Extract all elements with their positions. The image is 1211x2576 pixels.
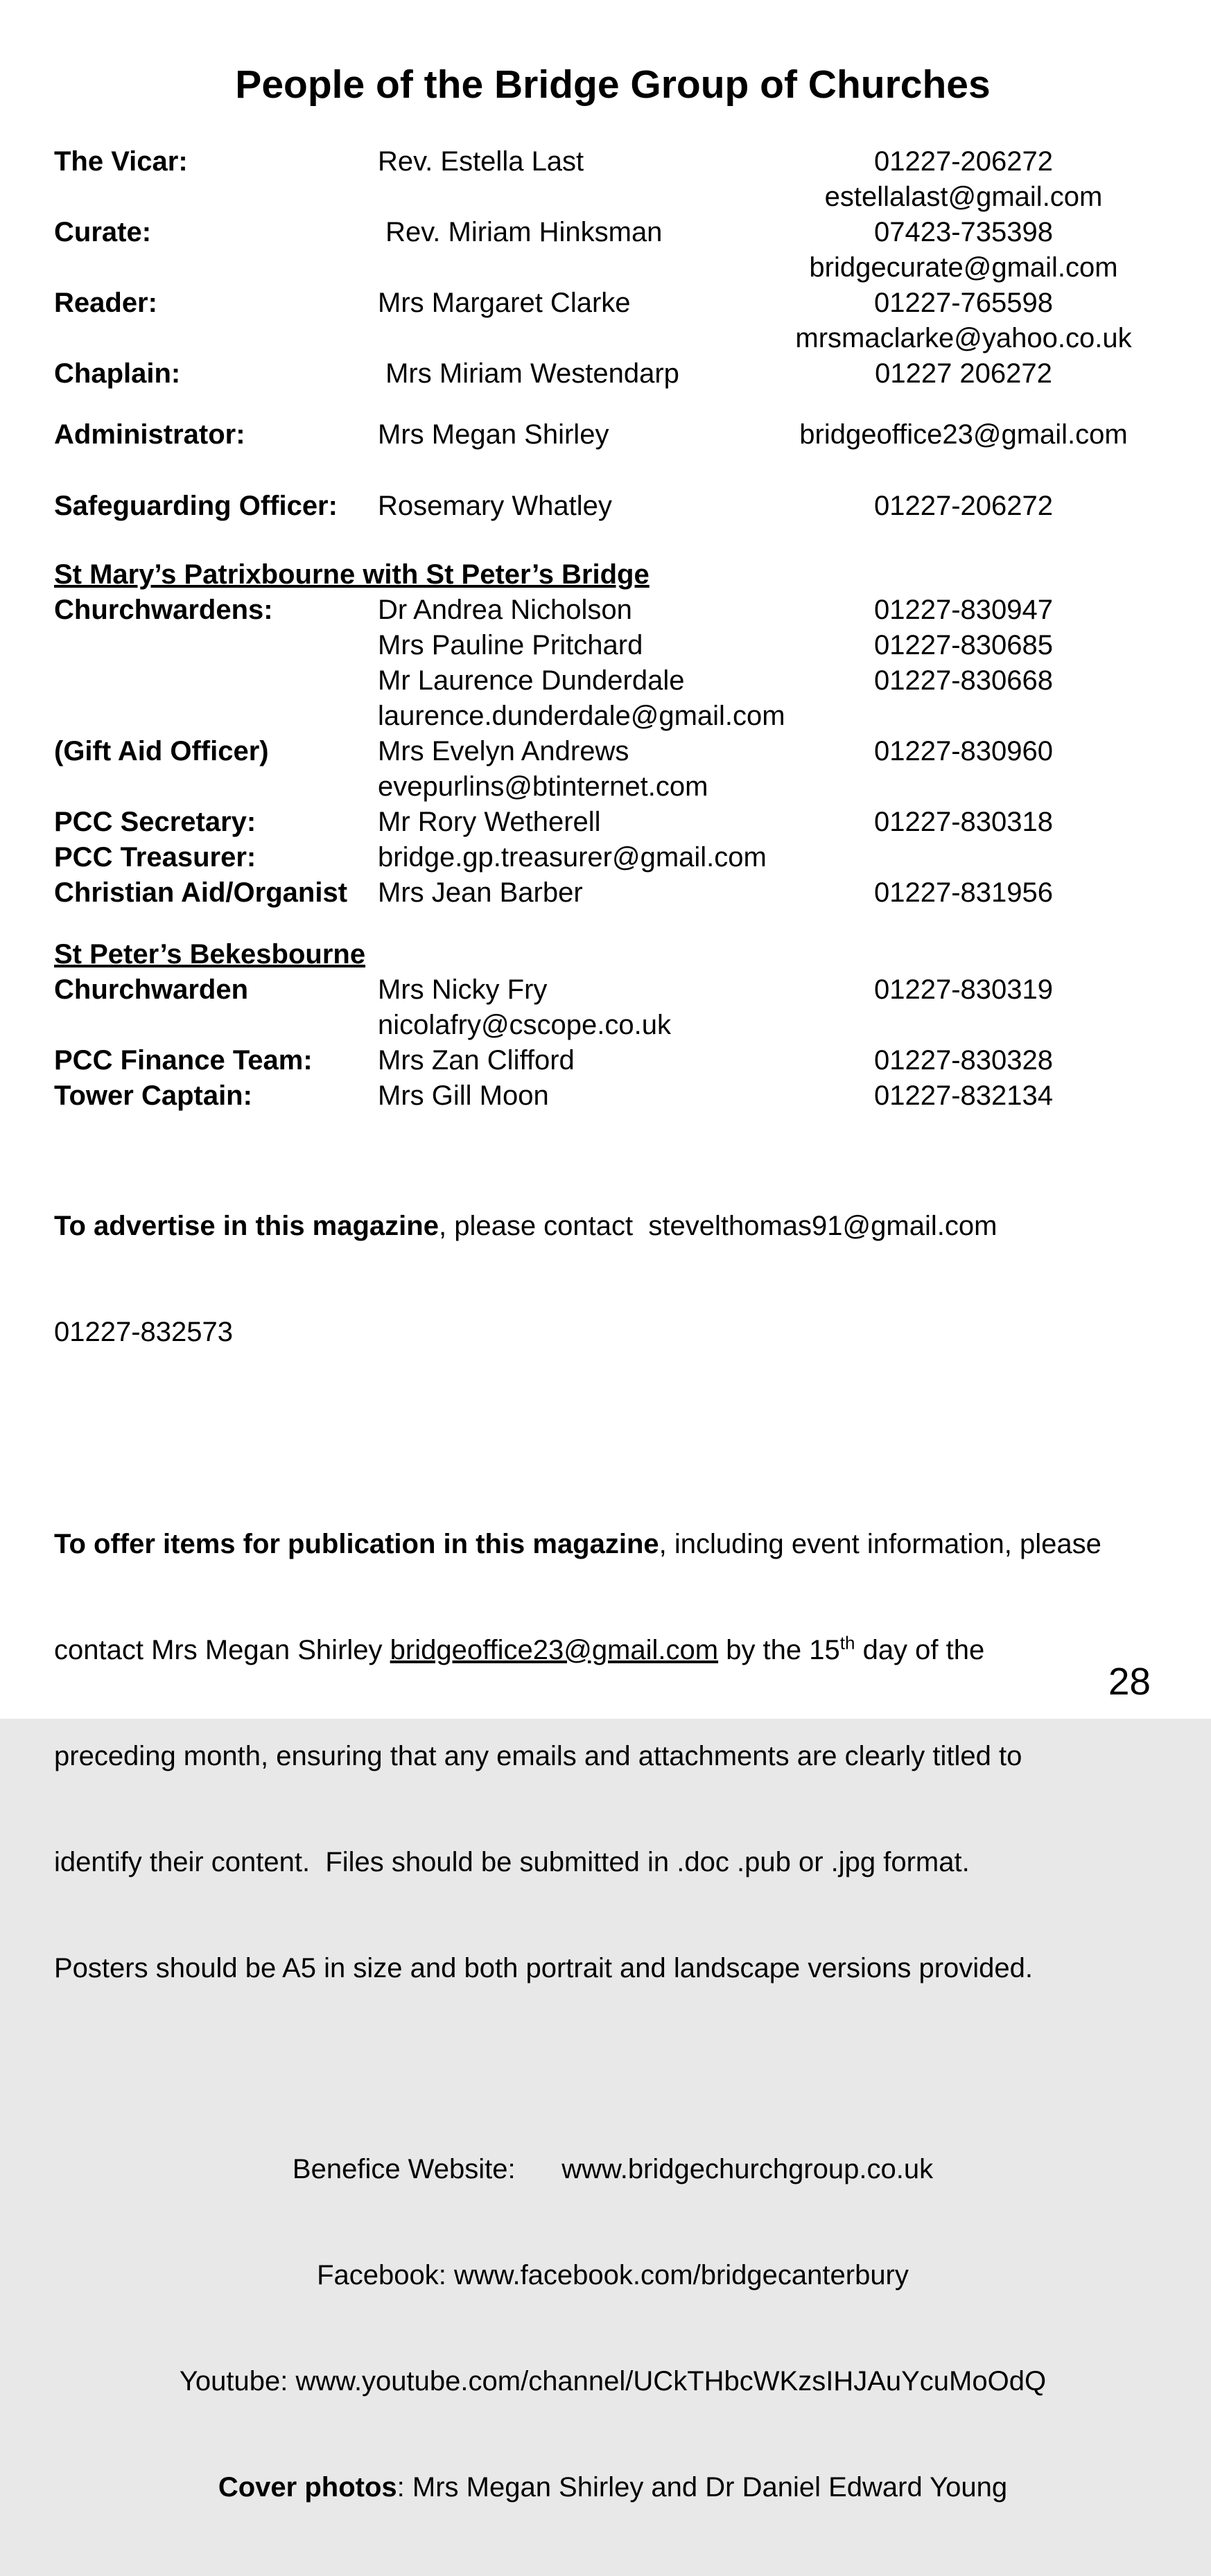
submissions-text: day of the bbox=[855, 1635, 985, 1665]
benefice-website-line: Benefice Website: www.bridgechurchgroup.co.uk bbox=[292, 2154, 934, 2184]
directory-row bbox=[54, 250, 1171, 286]
directory-row bbox=[54, 699, 1171, 734]
contact-value: 01227-830319 bbox=[873, 974, 1054, 1005]
role-label bbox=[54, 699, 378, 734]
submissions-line: identify their content. Files should be submitted in .doc .pub or .jpg format. bbox=[54, 1847, 970, 1877]
contact-value: 01227-206272 bbox=[873, 146, 1054, 177]
contact-value bbox=[756, 699, 1171, 734]
section-heading-st-peters: St Peter’s Bekesbourne bbox=[54, 939, 366, 970]
contact-value bbox=[756, 840, 1171, 875]
role-label: (Gift Aid Officer) bbox=[54, 736, 269, 766]
links-block bbox=[54, 2081, 1171, 2576]
person-name: Rev. Estella Last bbox=[378, 146, 584, 177]
directory-row bbox=[54, 805, 1171, 840]
submissions-line: preceding month, ensuring that any emails and attachments are clearly titled to bbox=[54, 1741, 1022, 1771]
person-email: laurence.dunderdale@gmail.com bbox=[378, 701, 785, 731]
directory-row bbox=[54, 286, 1171, 321]
person-name: Mrs Margaret Clarke bbox=[378, 288, 631, 318]
directory-row bbox=[54, 1078, 1171, 1114]
section-gap bbox=[54, 911, 1171, 937]
directory-row bbox=[54, 417, 1171, 453]
person-name: Mrs Evelyn Andrews bbox=[378, 736, 629, 766]
submissions-paragraph bbox=[54, 1456, 1171, 2057]
contact-value: mrsmaclarke@yahoo.co.uk bbox=[795, 323, 1132, 353]
role-label bbox=[54, 769, 378, 805]
person-name: Mrs Jean Barber bbox=[378, 877, 583, 908]
person-name: Rev. Miriam Hinksman bbox=[378, 217, 663, 247]
person-name: Mrs Miriam Westendarp bbox=[378, 358, 679, 389]
person-name: Rosemary Whatley bbox=[378, 491, 612, 521]
advertise-line bbox=[54, 1209, 1171, 1244]
contact-value bbox=[756, 769, 1171, 805]
role-label bbox=[54, 1008, 378, 1043]
role-label: The Vicar: bbox=[54, 146, 188, 177]
person-email: evepurlins@btinternet.com bbox=[378, 771, 708, 802]
cover-photos-label: Cover photos bbox=[218, 2472, 397, 2503]
contact-value: 01227-830960 bbox=[873, 736, 1054, 766]
role-label: Chaplain: bbox=[54, 358, 181, 389]
person-email: bridge.gp.treasurer@gmail.com bbox=[378, 842, 767, 873]
role-label: Curate: bbox=[54, 217, 152, 247]
directory-row bbox=[54, 972, 1171, 1008]
contact-value: 01227-830328 bbox=[873, 1045, 1054, 1076]
contact-value: bridgecurate@gmail.com bbox=[809, 252, 1118, 283]
directory-row bbox=[54, 179, 1171, 215]
directory-row bbox=[54, 489, 1171, 524]
contact-value: 01227-830947 bbox=[873, 595, 1054, 625]
person-name: Mrs Zan Clifford bbox=[378, 1045, 575, 1076]
section-heading-st-marys: St Mary’s Patrixbourne with St Peter’s Bridge bbox=[54, 559, 650, 590]
directory-row bbox=[54, 356, 1171, 392]
directory-row bbox=[54, 144, 1171, 179]
person-name: Dr Andrea Nicholson bbox=[378, 595, 632, 625]
role-label: Safeguarding Officer: bbox=[54, 491, 338, 521]
role-label: Christian Aid/Organist bbox=[54, 877, 348, 908]
role-label: Churchwarden bbox=[54, 974, 249, 1005]
page-title: People of the Bridge Group of Churches bbox=[235, 62, 991, 107]
contact-directory bbox=[54, 144, 1171, 1114]
role-label bbox=[54, 250, 378, 286]
role-label bbox=[54, 321, 378, 356]
directory-row bbox=[54, 593, 1171, 628]
section-gap bbox=[54, 524, 1171, 557]
submissions-line bbox=[54, 1527, 1171, 1562]
submissions-text: , including event information, please bbox=[659, 1529, 1101, 1559]
youtube-line: Youtube: www.youtube.com/channel/UCkTHbcWKzsIHJAuYcuMoOdQ bbox=[179, 2366, 1047, 2397]
directory-row bbox=[54, 840, 1171, 875]
section-gap bbox=[54, 453, 1171, 489]
cover-photos-credit: : Mrs Megan Shirley and Dr Daniel Edward Young bbox=[397, 2472, 1008, 2503]
contact-value: 01227-831956 bbox=[873, 877, 1054, 908]
role-label: PCC Finance Team: bbox=[54, 1045, 313, 1076]
contact-value: bridgeoffice23@gmail.com bbox=[799, 419, 1128, 450]
contact-value: 01227-206272 bbox=[873, 491, 1054, 521]
directory-row bbox=[54, 663, 1171, 699]
directory-row bbox=[54, 1008, 1171, 1043]
cover-photos-line bbox=[54, 2470, 1171, 2505]
person-name bbox=[378, 321, 756, 356]
advertise-lead: To advertise in this magazine bbox=[54, 1211, 439, 1241]
facebook-line: Facebook: www.facebook.com/bridgecanterbury bbox=[317, 2260, 909, 2290]
contact-value bbox=[756, 1008, 1171, 1043]
directory-row bbox=[54, 215, 1171, 250]
role-label: Tower Captain: bbox=[54, 1080, 252, 1111]
submissions-line: Posters should be A5 in size and both portrait and landscape versions provided. bbox=[54, 1953, 1033, 1983]
contact-value: 01227-830685 bbox=[873, 630, 1054, 660]
ordinal-superscript: th bbox=[839, 1632, 855, 1654]
contact-value: 01227-765598 bbox=[873, 288, 1054, 318]
submissions-line bbox=[54, 1633, 1171, 1668]
contact-value: 01227-832134 bbox=[873, 1080, 1054, 1111]
directory-row bbox=[54, 1043, 1171, 1078]
person-name: Mrs Gill Moon bbox=[378, 1080, 549, 1111]
person-name: Mrs Megan Shirley bbox=[378, 419, 609, 450]
role-label bbox=[54, 179, 378, 215]
contact-value: 01227 206272 bbox=[875, 358, 1052, 389]
advertise-rest: , please contact stevelthomas91@gmail.com bbox=[438, 1211, 997, 1241]
page-content bbox=[54, 0, 1171, 2576]
directory-row bbox=[54, 769, 1171, 805]
role-label: Churchwardens: bbox=[54, 595, 273, 625]
person-name bbox=[378, 250, 756, 286]
page-number: 28 bbox=[1108, 1660, 1151, 1703]
role-label: PCC Secretary: bbox=[54, 807, 256, 837]
person-email: nicolafry@cscope.co.uk bbox=[378, 1010, 672, 1040]
role-label bbox=[54, 628, 378, 663]
role-label: Administrator: bbox=[54, 419, 245, 450]
directory-row bbox=[54, 875, 1171, 911]
section-gap bbox=[54, 392, 1171, 417]
advertise-phone: 01227-832573 bbox=[54, 1317, 234, 1347]
role-label: Reader: bbox=[54, 288, 157, 318]
contact-value: estellalast@gmail.com bbox=[824, 182, 1103, 212]
contact-value: 01227-830668 bbox=[873, 665, 1054, 696]
directory-row bbox=[54, 734, 1171, 769]
contact-value: 07423-735398 bbox=[873, 217, 1054, 247]
directory-row bbox=[54, 628, 1171, 663]
advertise-paragraph bbox=[54, 1138, 1171, 1421]
person-name: Mr Laurence Dunderdale bbox=[378, 665, 685, 696]
submissions-text: by the 15 bbox=[718, 1635, 840, 1665]
submissions-lead: To offer items for publication in this magazine bbox=[54, 1529, 659, 1559]
email-link[interactable]: bridgeoffice23@gmail.com bbox=[390, 1635, 719, 1665]
role-label: PCC Treasurer: bbox=[54, 842, 256, 873]
person-name bbox=[378, 179, 756, 215]
person-name: Mr Rory Wetherell bbox=[378, 807, 601, 837]
person-name: Mrs Nicky Fry bbox=[378, 974, 548, 1005]
contact-value: 01227-830318 bbox=[873, 807, 1054, 837]
person-name: Mrs Pauline Pritchard bbox=[378, 630, 643, 660]
directory-row bbox=[54, 321, 1171, 356]
role-label bbox=[54, 663, 378, 699]
submissions-text: contact Mrs Megan Shirley bbox=[54, 1635, 390, 1665]
